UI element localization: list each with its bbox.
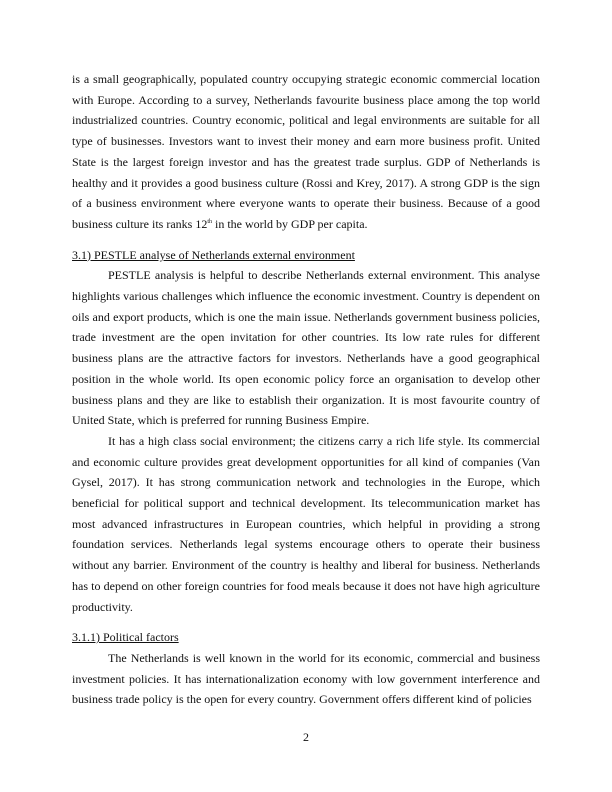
intro-text: is a small geographically, populated country occupying strategic economic commercial location with Europe. According to a survey, Netherlands favourite business place among the top world industrialized countries. Country economic, political and legal environments are suitable for all type of businesses. Investors want to invest their money and earn more business profit. United State is the largest foreign investor and has the greatest trade surplus. GDP of Netherlands is healthy and it provides a good business culture (Rossi and Krey, 2017). A strong GDP is the sign of a business environment where everyone wants to operate their business. Because of a good business culture its ranks 12	[72, 72, 540, 231]
pestle-paragraph-2: It has a high class social environment; the citizens carry a rich life style. Its commercial and economic culture provides great development opportunities for all kind of companies (Van Gysel, 2017). It has strong communication network and technologies in the Europe, which beneficial for political support and technical development. Its telecommunication market has most advanced infrastructures in European countries, which helpful in providing a strong foundation services. Netherlands legal systems encourage others to operate their business without any barrier. Environment of the country is healthy and liberal for business. Netherlands has to depend on other foreign countries for food meals because it does not have high agriculture productivity.	[72, 433, 540, 614]
ordinal-suffix: th	[207, 218, 212, 225]
page-body	[72, 69, 540, 710]
political-paragraph: The Netherlands is well known in the world for its economic, commercial and business investment policies. It has internationalization economy with low government interference and business trade policy is the open for every country. Government offers different kind of policies	[72, 650, 540, 707]
intro-paragraph	[72, 69, 540, 235]
page-number: 2	[303, 730, 309, 744]
pestle-paragraph-1: PESTLE analysis is helpful to describe Netherlands external environment. This analyse highlights various challenges which influence the economic investment. Country is dependent on oils and export products, which is one the main issue. Netherlands government business policies, trade investment are the open invitation for other countries. Its low rate rules for different business plans are the attractive factors for investors. Netherlands have a good geographical position in the whole world. Its open economic policy force an organisation to develop other business plans and they are like to establish their organization. It is most favourite country of United State, which is preferred for running Business Empire.	[72, 268, 540, 428]
section-heading-political: 3.1.1) Political factors	[72, 630, 179, 645]
section-heading-pestle: 3.1) PESTLE analyse of Netherlands external environment	[72, 247, 355, 262]
intro-text-end: in the world by GDP per capita.	[212, 216, 368, 231]
